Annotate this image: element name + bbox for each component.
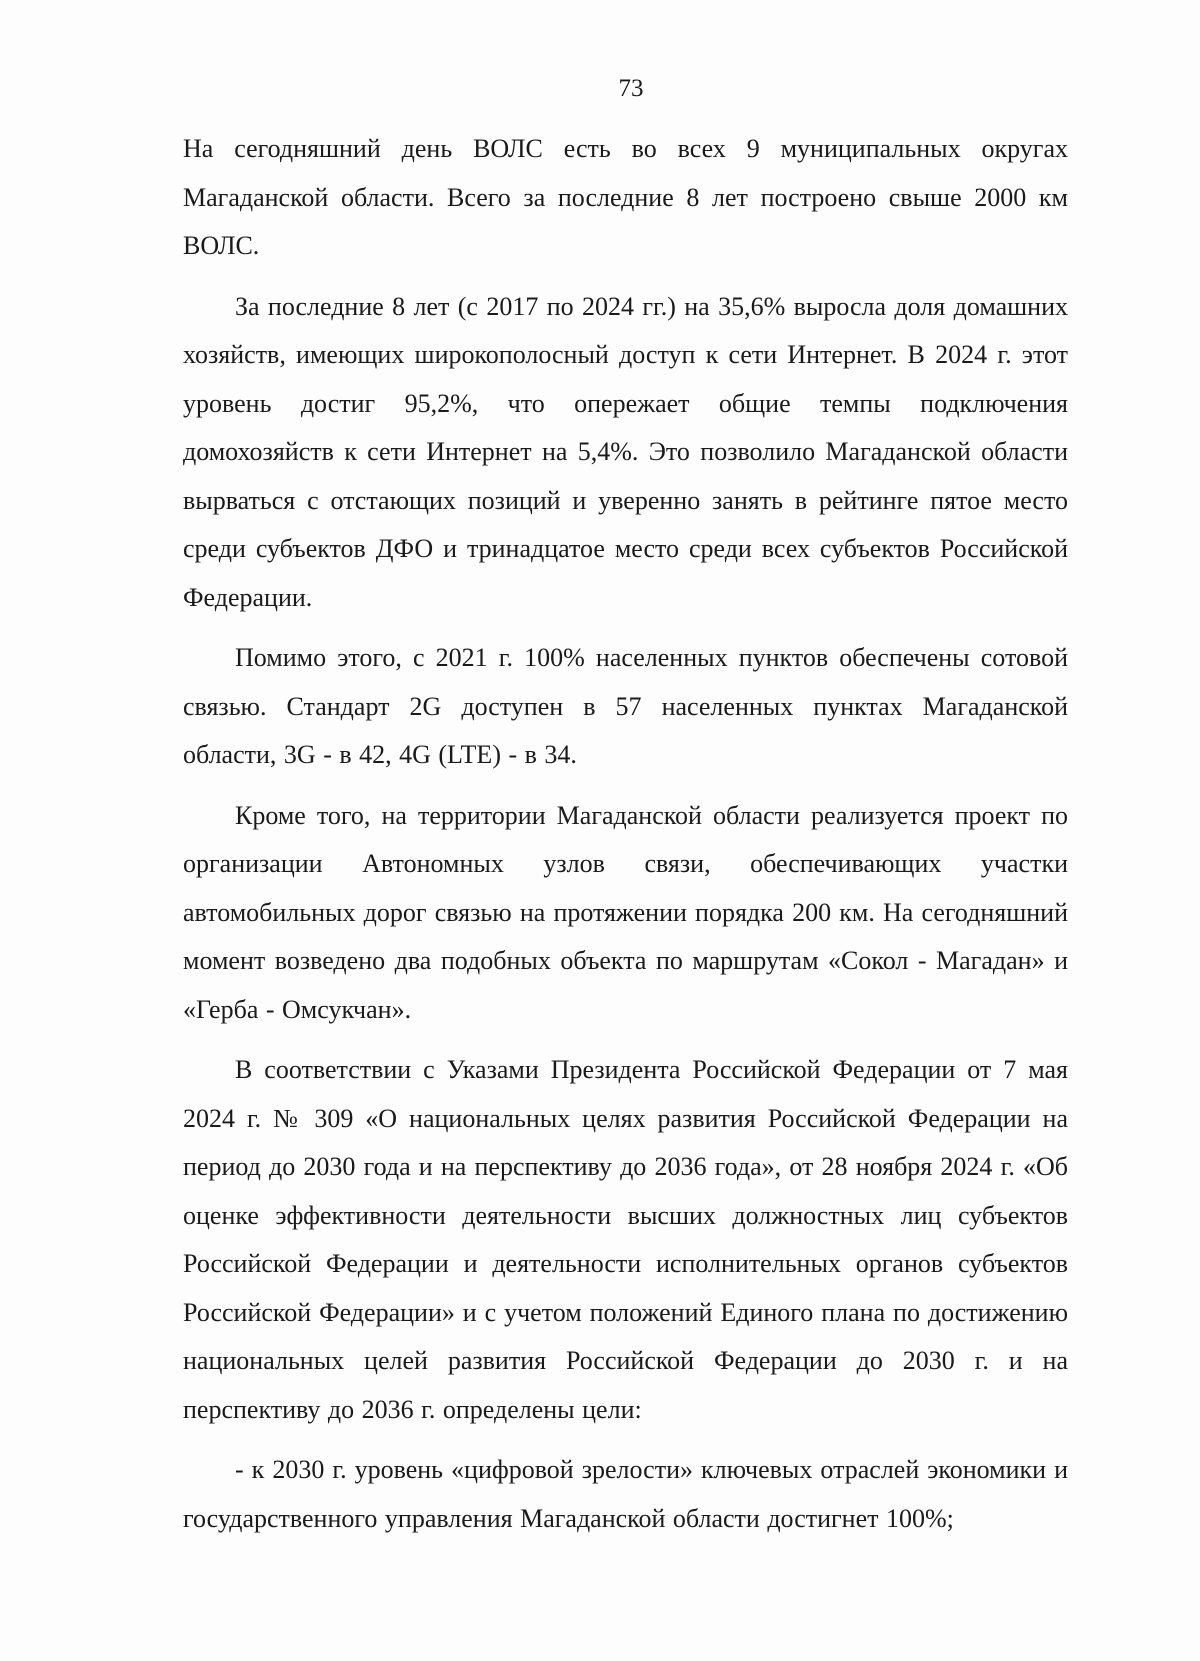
list-item-digital-maturity: - к 2030 г. уровень «цифровой зрелости» ключевых отраслей экономики и государственного управления Магаданской области достигнет 100%; (183, 1455, 1068, 1533)
page-number: 73 (618, 75, 644, 102)
paragraph-autonomous-nodes: Кроме того, на территории Магаданской области реализуется проект по организации Автономных узлов связи, обеспечивающих участки автомобильных дорог связью на протяжении порядка 200 км. На сегодняшний момент возведено два подобных объекта по маршрутам «Сокол - Магадан» и «Герба - Омсукчан». (183, 800, 1068, 1024)
paragraph-national-goals: В соответствии с Указами Президента Российской Федерации от 7 мая 2024 г. № 309 «О национальных целях развития Российской Федерации на период до 2030 года и на перспективу до 2036 года», от 28 ноября 2024 г. «Об оценке эффективности деятельности высших должностных лиц субъектов Российской Федерации и деятельности исполнительных органов субъектов Российской Федерации» и с учетом положений Единого плана по достижению национальных целей развития Российской Федерации до 2030 г. и на перспективу до 2036 г. определены цели: (183, 1055, 1068, 1424)
paragraph-cellular-coverage: Помимо этого, с 2021 г. 100% населенных пунктов обеспечены сотовой связью. Стандарт 2G доступен в 57 населенных пунктах Магаданской области, 3G - в 42, 4G (LTE) - в 34. (183, 643, 1068, 769)
paragraph-fiber-optic-lines: На сегодняшний день ВОЛС есть во всех 9 муниципальных округах Магаданской области. Всего за последние 8 лет построено свыше 2000 км ВОЛС. (183, 134, 1068, 260)
paragraph-broadband-access: За последние 8 лет (с 2017 по 2024 гг.) на 35,6% выросла доля домашних хозяйств, имеющих широкополосный доступ к сети Интернет. В 2024 г. этот уровень достиг 95,2%, что опережает общие темпы подключения домохозяйств к сети Интернет на 5,4%. Это позволило Магаданской области вырваться с отстающих позиций и уверенно занять в рейтинге пятое место среди субъектов ДФО и тринадцатое место среди всех субъектов Российской Федерации. (183, 291, 1068, 612)
document-body (183, 125, 1068, 1543)
